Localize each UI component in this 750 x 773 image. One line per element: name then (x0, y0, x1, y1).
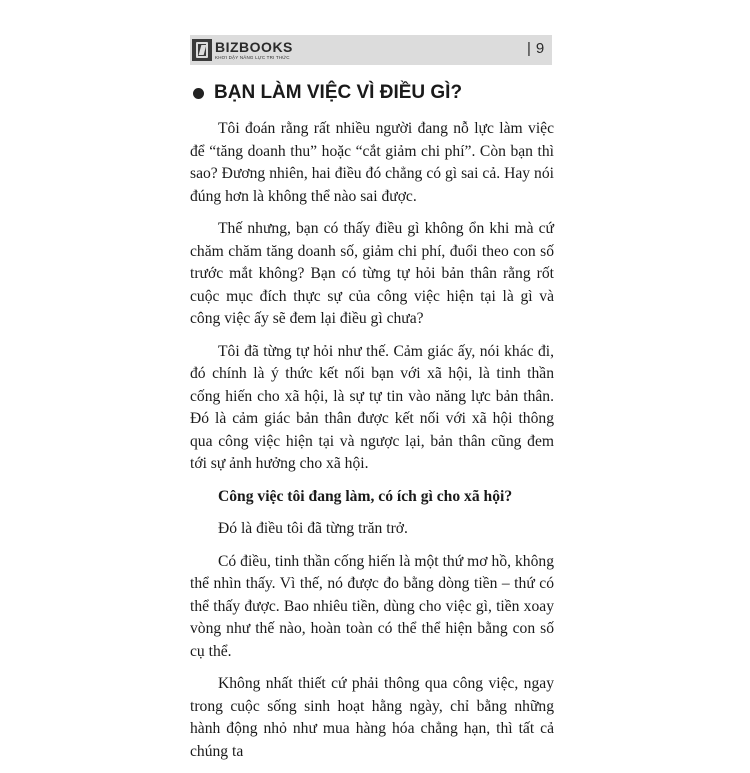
paragraph: Thế nhưng, bạn có thấy điều gì không ổn khi mà cứ chăm chăm tăng doanh số, giảm chi phí, đuổi theo con số trước mắt không? Bạn có từng tự hỏi bản thân rằng rốt cuộc mục đích thực sự của công việc hiện tại là gì và công việc ấy sẽ đem lại điều gì chưa? (190, 220, 554, 327)
brand-name: BIZBOOKS (215, 38, 293, 55)
bullet-icon (193, 88, 204, 99)
brand-tagline: KHƠI DẬY NĂNG LỰC TRI THỨC (215, 54, 290, 60)
page-number (527, 40, 544, 57)
logo-text (215, 40, 293, 61)
paragraph: Có điều, tinh thần cống hiến là một thứ mơ hồ, không thể nhìn thấy. Vì thế, nó được đo bằng dòng tiền – thứ có thể thấy được. Bao nhiêu tiền, dùng cho việc gì, tiền xoay vòng như thế nào, hoàn toàn có thể thể hiện bằng con số cụ thể. (190, 552, 554, 660)
paragraph: Đó là điều tôi đã từng trăn trở. (218, 520, 408, 537)
page-number-value: 9 (535, 40, 545, 57)
paragraph: Tôi đoán rằng rất nhiều người đang nỗ lực làm việc để “tăng doanh thu” hoặc “cắt giảm chi phí”. Còn bạn thì sao? Đương nhiên, hai điều đó chẳng có gì sai cả. Hay nói đúng hơn là không thể nào sai được. (190, 120, 554, 205)
section-heading-text: BẠN LÀM VIỆC VÌ ĐIỀU GÌ? (214, 82, 463, 103)
paragraph: Không nhất thiết cứ phải thông qua công việc, ngay trong cuộc sống sinh hoạt hằng ngày, chỉ bằng những hành động nhỏ như mua hàng hóa chẳng hạn, thì tất cả chúng ta (190, 675, 554, 760)
page-number-separator: | (527, 40, 531, 57)
bizbooks-logo-icon (192, 39, 212, 61)
bold-question: Công việc tôi đang làm, có ích gì cho xã hội? (218, 487, 513, 505)
paragraph: Tôi đã từng tự hỏi như thế. Cảm giác ấy, nói khác đi, đó chính là ý thức kết nối bạn với xã hội, là tinh thần cống hiến cho xã hội, là sự tự tin vào năng lực bản thân. Đó là cảm giác bản thân được kết nối với xã hội thông qua công việc hiện tại và ngược lại, bản thân cũng đem tới sự ảnh hưởng cho xã hội. (190, 342, 554, 472)
publisher-logo (192, 36, 293, 64)
section-heading (193, 82, 462, 104)
body-text (190, 118, 554, 773)
